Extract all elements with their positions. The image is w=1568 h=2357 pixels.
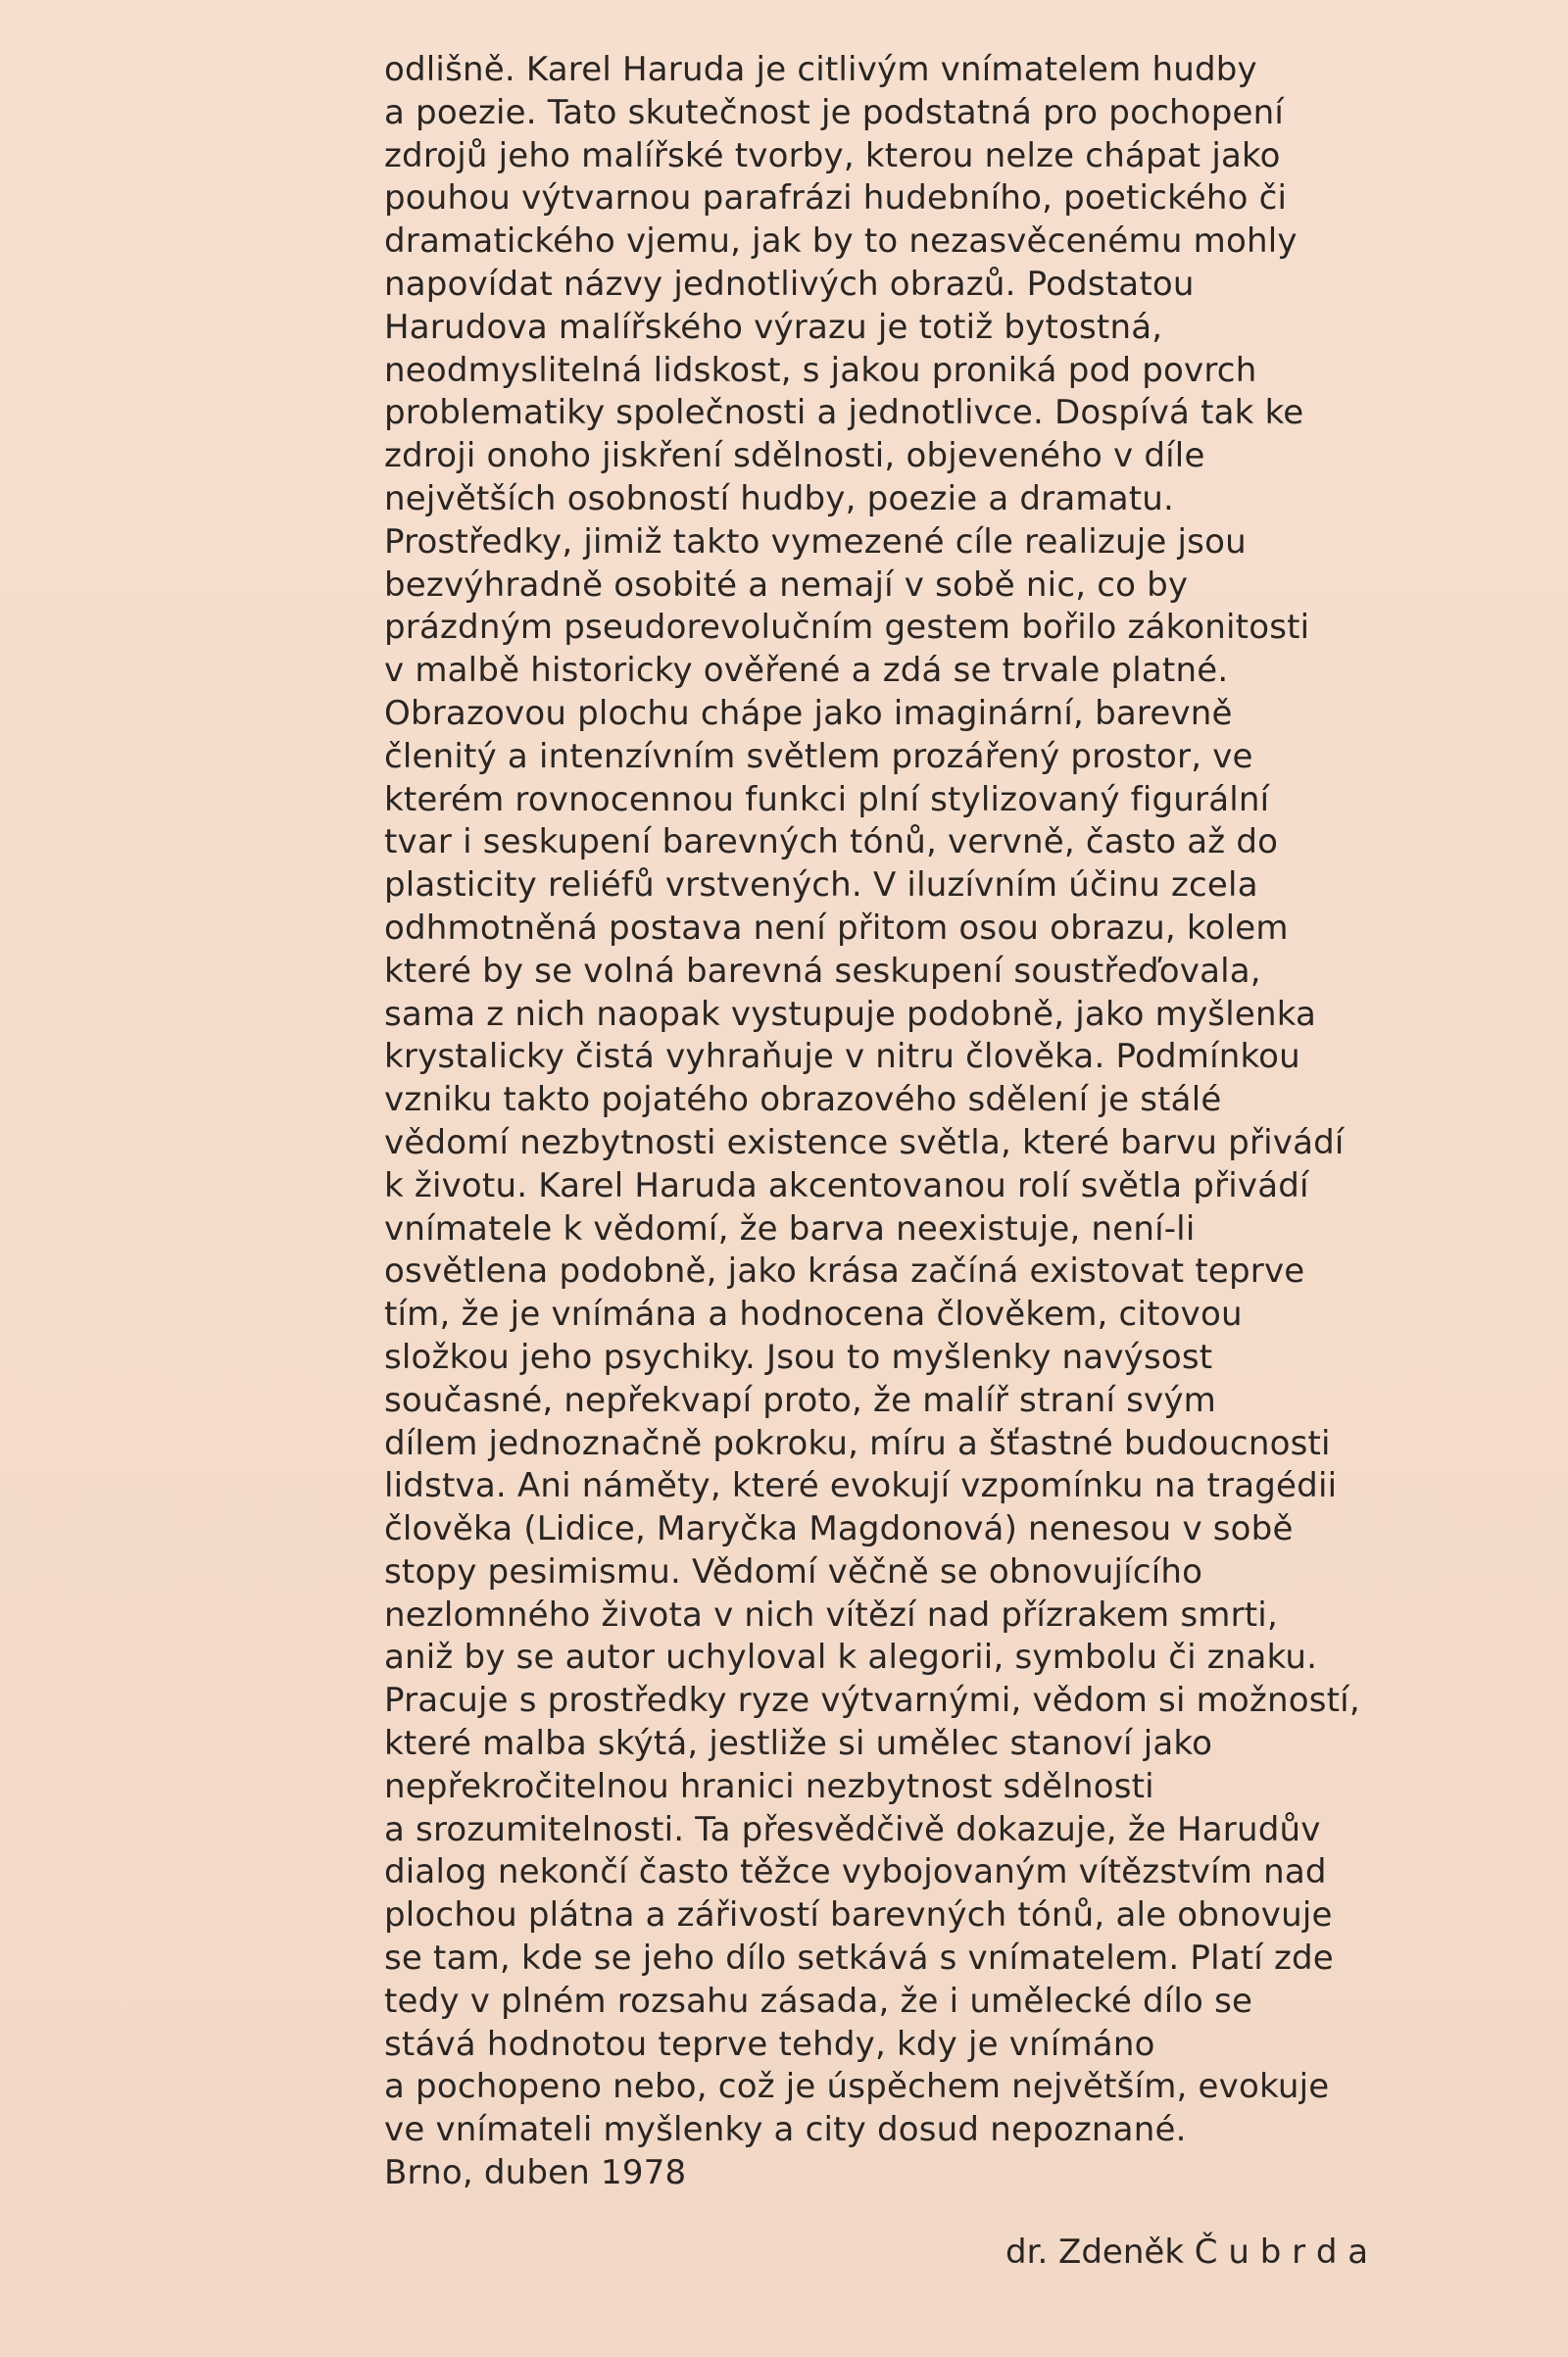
text-line: k životu. Karel Haruda akcentovanou rolí světla přivádí [384,1165,1309,1205]
text-line: vědomí nezbytnosti existence světla, které barvu přivádí [384,1122,1345,1162]
text-line: Obrazovou plochu chápe jako imaginární, barevně [384,693,1233,733]
text-line: Pracuje s prostředky ryze výtvarnými, vědom si možností, [384,1681,1360,1721]
text-line: dialog nekončí často těžce vybojovaným vítězstvím nad [384,1852,1327,1892]
body-text [384,49,1443,2195]
text-line: tedy v plném rozsahu zásada, že i umělecké dílo se [384,1981,1253,2021]
text-line: Brno, duben 1978 [384,2153,687,2193]
text-line: dílem jednoznačně pokroku, míru a šťastné budoucnosti [384,1423,1331,1463]
text-line: nepřekročitelnou hranici nezbytnost sdělnosti [384,1766,1154,1806]
author-signature: dr. Zdeněk Č u b r d a [1005,2233,1369,2272]
text-line: se tam, kde se jeho dílo setkává s vnímatelem. Platí zde [384,1939,1334,1979]
text-line: složkou jeho psychiky. Jsou to myšlenky navýsost [384,1337,1213,1377]
text-line: odhmotněná postava není přitom osou obrazu, kolem [384,908,1289,948]
text-line: aniž by se autor uchyloval k alegorii, symbolu či znaku. [384,1638,1318,1678]
text-line: nezlomného života v nich vítězí nad přízrakem smrti, [384,1595,1278,1635]
text-line: bezvýhradně osobité a nemají v sobě nic, co by [384,565,1189,605]
text-line: Harudova malířského výrazu je totiž bytostná, [384,307,1163,347]
text-line: které malba skýtá, jestliže si umělec stanoví jako [384,1724,1213,1764]
text-line: vnímatele k vědomí, že barva neexistuje, není-li [384,1208,1196,1249]
text-line: plochou plátna a zářivostí barevných tónů, ale obnovuje [384,1895,1333,1936]
text-line: Prostředky, jimiž takto vymezené cíle realizuje jsou [384,521,1247,562]
text-line: člověka (Lidice, Maryčka Magdonová) nenesou v sobě [384,1509,1294,1549]
text-line: neodmyslitelná lidskost, s jakou proniká pod povrch [384,350,1257,390]
text-line: zdroji onoho jiskření sdělnosti, objeveného v díle [384,436,1205,476]
text-line: které by se volná barevná seskupení soustřeďovala, [384,951,1261,991]
text-line: dramatického vjemu, jak by to nezasvěcenému mohly [384,221,1298,262]
text-line: tvar i seskupení barevných tónů, vervně, často až do [384,822,1279,862]
text-line: a pochopeno nebo, což je úspěchem největším, evokuje [384,2067,1330,2107]
text-line: zdrojů jeho malířské tvorby, kterou nelze chápat jako [384,135,1281,175]
text-line: stává hodnotou teprve tehdy, kdy je vnímáno [384,2024,1155,2064]
text-line: krystalicky čistá vyhraňuje v nitru člověka. Podmínkou [384,1037,1300,1077]
text-line: kterém rovnocennou funkci plní stylizovaný figurální [384,779,1270,819]
text-line: plasticity reliéfů vrstvených. V iluzívním účinu zcela [384,865,1258,906]
text-line: napovídat názvy jednotlivých obrazů. Podstatou [384,264,1195,304]
text-line: pouhou výtvarnou parafrázi hudebního, poetického či [384,178,1288,219]
text-line: odlišně. Karel Haruda je citlivým vnímatelem hudby [384,50,1257,89]
text-line: největších osobností hudby, poezie a dramatu. [384,478,1175,518]
text-line: ve vnímateli myšlenky a city dosud nepoznané. [384,2110,1187,2150]
text-line: vzniku takto pojatého obrazového sdělení je stálé [384,1080,1222,1120]
text-line: problematiky společnosti a jednotlivce. Dospívá tak ke [384,393,1304,433]
text-line: a poezie. Tato skutečnost je podstatná pro pochopení [384,92,1285,132]
text-line: členitý a intenzívním světlem prozářený prostor, ve [384,736,1253,776]
text-line: lidstva. Ani náměty, které evokují vzpomínku na tragédii [384,1466,1338,1506]
text-line: stopy pesimismu. Vědomí věčně se obnovujícího [384,1551,1203,1592]
text-line: osvětlena podobně, jako krása začíná existovat teprve [384,1252,1305,1292]
text-line: prázdným pseudorevolučním gestem bořilo zákonitosti [384,608,1310,648]
text-line: tím, že je vnímána a hodnocena člověkem, citovou [384,1295,1243,1335]
text-line: a srozumitelnosti. Ta přesvědčivě dokazuje, že Harudův [384,1809,1321,1849]
text-line: současné, nepřekvapí proto, že malíř straní svým [384,1380,1216,1420]
text-line: sama z nich naopak vystupuje podobně, jako myšlenka [384,994,1317,1034]
text-line: v malbě historicky ověřené a zdá se trvale platné. [384,651,1229,691]
